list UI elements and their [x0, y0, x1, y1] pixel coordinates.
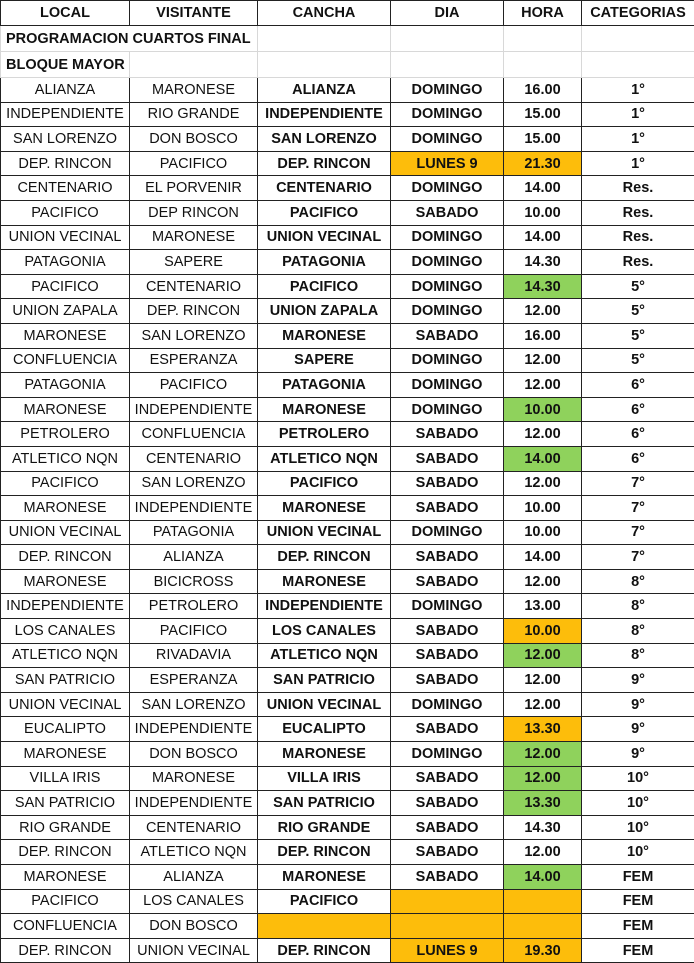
dia-cell[interactable]: SABADO [391, 840, 504, 865]
local-cell[interactable]: MARONESE [1, 397, 130, 422]
visitante-cell[interactable]: CENTENARIO [130, 815, 258, 840]
categoria-cell[interactable]: 10° [582, 766, 694, 791]
visitante-cell[interactable]: EL PORVENIR [130, 176, 258, 201]
hora-cell[interactable]: 12.00 [504, 840, 582, 865]
visitante-cell[interactable]: SAPERE [130, 250, 258, 275]
categoria-cell[interactable]: 8° [582, 643, 694, 668]
hora-cell[interactable]: 14.00 [504, 225, 582, 250]
cancha-cell[interactable]: MARONESE [258, 496, 391, 521]
hora-cell[interactable]: 10.00 [504, 397, 582, 422]
table-row [1, 250, 694, 275]
cancha-cell[interactable]: CENTENARIO [258, 176, 391, 201]
categoria-cell[interactable]: 9° [582, 668, 694, 693]
categoria-cell[interactable]: 5° [582, 299, 694, 324]
visitante-cell[interactable]: INDEPENDIENTE [130, 791, 258, 816]
empty-cell[interactable] [504, 52, 582, 78]
cancha-cell[interactable]: ATLETICO NQN [258, 446, 391, 471]
cancha-cell[interactable]: VILLA IRIS [258, 766, 391, 791]
local-cell[interactable]: PATAGONIA [1, 250, 130, 275]
table-row [1, 914, 694, 939]
table-row [1, 78, 694, 103]
dia-cell[interactable]: DOMINGO [391, 742, 504, 767]
local-cell[interactable]: MARONESE [1, 742, 130, 767]
visitante-cell[interactable]: PACIFICO [130, 151, 258, 176]
categoria-cell[interactable]: 7° [582, 471, 694, 496]
dia-cell[interactable]: SABADO [391, 545, 504, 570]
table-row [1, 471, 694, 496]
dia-cell[interactable]: SABADO [391, 717, 504, 742]
categoria-cell[interactable]: 8° [582, 569, 694, 594]
cancha-cell[interactable]: MARONESE [258, 742, 391, 767]
dia-cell[interactable] [391, 914, 504, 939]
dia-cell[interactable]: SABADO [391, 766, 504, 791]
local-cell[interactable]: RIO GRANDE [1, 815, 130, 840]
categoria-cell[interactable]: Res. [582, 176, 694, 201]
categoria-cell[interactable]: 9° [582, 717, 694, 742]
local-cell[interactable]: DEP. RINCON [1, 151, 130, 176]
visitante-cell[interactable]: CONFLUENCIA [130, 422, 258, 447]
visitante-cell[interactable]: PACIFICO [130, 373, 258, 398]
page-subtitle[interactable]: BLOQUE MAYOR [1, 52, 130, 78]
table-row [1, 766, 694, 791]
table-row [1, 299, 694, 324]
visitante-cell[interactable]: INDEPENDIENTE [130, 717, 258, 742]
table-row [1, 840, 694, 865]
local-cell[interactable]: CONFLUENCIA [1, 348, 130, 373]
empty-cell[interactable] [582, 52, 694, 78]
dia-cell[interactable]: DOMINGO [391, 127, 504, 152]
visitante-cell[interactable]: INDEPENDIENTE [130, 496, 258, 521]
categoria-cell[interactable]: 10° [582, 840, 694, 865]
dia-cell[interactable]: LUNES 9 [391, 151, 504, 176]
visitante-cell[interactable]: DON BOSCO [130, 127, 258, 152]
hora-cell[interactable]: 16.00 [504, 78, 582, 103]
cancha-cell[interactable]: UNION VECINAL [258, 520, 391, 545]
visitante-cell[interactable]: LOS CANALES [130, 889, 258, 914]
cancha-cell[interactable]: ALIANZA [258, 78, 391, 103]
local-cell[interactable]: PACIFICO [1, 889, 130, 914]
dia-cell[interactable]: SABADO [391, 422, 504, 447]
hora-cell[interactable]: 14.00 [504, 545, 582, 570]
table-row [1, 446, 694, 471]
hora-cell[interactable]: 13.30 [504, 791, 582, 816]
categoria-cell[interactable]: FEM [582, 938, 694, 963]
visitante-cell[interactable]: ALIANZA [130, 545, 258, 570]
local-cell[interactable]: PACIFICO [1, 200, 130, 225]
cancha-cell[interactable]: LOS CANALES [258, 619, 391, 644]
table-row [1, 717, 694, 742]
dia-cell[interactable]: SABADO [391, 496, 504, 521]
dia-cell[interactable]: DOMINGO [391, 692, 504, 717]
empty-cell[interactable] [504, 26, 582, 52]
categoria-cell[interactable]: 9° [582, 692, 694, 717]
visitante-cell[interactable]: PACIFICO [130, 619, 258, 644]
table-row [1, 692, 694, 717]
hora-cell[interactable]: 12.00 [504, 471, 582, 496]
dia-cell[interactable]: SABADO [391, 643, 504, 668]
table-row [1, 200, 694, 225]
local-cell[interactable]: PACIFICO [1, 471, 130, 496]
table-row [1, 422, 694, 447]
table-row [1, 815, 694, 840]
empty-cell[interactable] [391, 26, 504, 52]
local-cell[interactable]: UNION VECINAL [1, 225, 130, 250]
dia-cell[interactable]: DOMINGO [391, 299, 504, 324]
visitante-cell[interactable]: SAN LORENZO [130, 692, 258, 717]
cancha-cell[interactable]: DEP. RINCON [258, 840, 391, 865]
visitante-cell[interactable]: ALIANZA [130, 865, 258, 890]
cancha-cell[interactable]: MARONESE [258, 865, 391, 890]
page-title[interactable]: PROGRAMACION CUARTOS FINAL [1, 26, 258, 52]
hora-cell[interactable]: 19.30 [504, 938, 582, 963]
cancha-cell[interactable]: UNION VECINAL [258, 225, 391, 250]
visitante-cell[interactable]: RIVADAVIA [130, 643, 258, 668]
categoria-cell[interactable]: 6° [582, 397, 694, 422]
table-body [1, 78, 694, 963]
visitante-cell[interactable]: UNION VECINAL [130, 938, 258, 963]
empty-cell[interactable] [130, 52, 258, 78]
hora-cell[interactable]: 10.00 [504, 496, 582, 521]
cancha-cell[interactable]: MARONESE [258, 323, 391, 348]
hora-cell[interactable]: 10.00 [504, 619, 582, 644]
title-row [1, 26, 694, 52]
visitante-cell[interactable]: MARONESE [130, 766, 258, 791]
cancha-cell[interactable]: PACIFICO [258, 471, 391, 496]
dia-cell[interactable]: SABADO [391, 446, 504, 471]
cancha-cell[interactable]: SAN LORENZO [258, 127, 391, 152]
cancha-cell[interactable]: RIO GRANDE [258, 815, 391, 840]
hora-cell[interactable]: 14.00 [504, 446, 582, 471]
visitante-cell[interactable]: DON BOSCO [130, 742, 258, 767]
cancha-cell[interactable]: DEP. RINCON [258, 938, 391, 963]
categoria-cell[interactable]: 10° [582, 791, 694, 816]
hora-cell[interactable]: 12.00 [504, 742, 582, 767]
hora-cell[interactable]: 13.00 [504, 594, 582, 619]
cancha-cell[interactable]: SAPERE [258, 348, 391, 373]
table-row [1, 274, 694, 299]
subtitle-row [1, 52, 694, 78]
dia-cell[interactable]: DOMINGO [391, 373, 504, 398]
column-header-visitante[interactable]: VISITANTE [130, 1, 258, 26]
table-row [1, 668, 694, 693]
hora-cell[interactable]: 16.00 [504, 323, 582, 348]
column-header-categorias[interactable]: CATEGORIAS [582, 1, 694, 26]
dia-cell[interactable]: SABADO [391, 569, 504, 594]
local-cell[interactable]: UNION VECINAL [1, 520, 130, 545]
dia-cell[interactable]: DOMINGO [391, 594, 504, 619]
table-row [1, 176, 694, 201]
dia-cell[interactable]: DOMINGO [391, 274, 504, 299]
visitante-cell[interactable]: INDEPENDIENTE [130, 397, 258, 422]
visitante-cell[interactable]: DON BOSCO [130, 914, 258, 939]
local-cell[interactable]: PACIFICO [1, 274, 130, 299]
table-row [1, 225, 694, 250]
dia-cell[interactable]: DOMINGO [391, 176, 504, 201]
table-row [1, 151, 694, 176]
hora-cell[interactable]: 12.00 [504, 668, 582, 693]
table-row [1, 594, 694, 619]
cancha-cell[interactable]: MARONESE [258, 569, 391, 594]
visitante-cell[interactable]: MARONESE [130, 225, 258, 250]
table-row [1, 397, 694, 422]
hora-cell[interactable]: 15.00 [504, 127, 582, 152]
hora-cell[interactable]: 14.00 [504, 176, 582, 201]
local-cell[interactable]: VILLA IRIS [1, 766, 130, 791]
local-cell[interactable]: SAN PATRICIO [1, 668, 130, 693]
dia-cell[interactable]: SABADO [391, 200, 504, 225]
dia-cell[interactable]: DOMINGO [391, 78, 504, 103]
hora-cell[interactable]: 14.30 [504, 815, 582, 840]
cancha-cell[interactable]: UNION VECINAL [258, 692, 391, 717]
local-cell[interactable]: DEP. RINCON [1, 840, 130, 865]
hora-cell[interactable] [504, 889, 582, 914]
visitante-cell[interactable]: MARONESE [130, 78, 258, 103]
local-cell[interactable]: PETROLERO [1, 422, 130, 447]
table-row [1, 619, 694, 644]
local-cell[interactable]: CENTENARIO [1, 176, 130, 201]
local-cell[interactable]: MARONESE [1, 323, 130, 348]
column-header-hora[interactable]: HORA [504, 1, 582, 26]
hora-cell[interactable]: 12.00 [504, 348, 582, 373]
hora-cell[interactable]: 14.30 [504, 274, 582, 299]
categoria-cell[interactable]: FEM [582, 889, 694, 914]
table-row [1, 520, 694, 545]
cancha-cell[interactable]: INDEPENDIENTE [258, 102, 391, 127]
categoria-cell[interactable]: 1° [582, 102, 694, 127]
column-header-local[interactable]: LOCAL [1, 1, 130, 26]
cancha-cell[interactable]: INDEPENDIENTE [258, 594, 391, 619]
hora-cell[interactable]: 12.00 [504, 373, 582, 398]
local-cell[interactable]: PATAGONIA [1, 373, 130, 398]
categoria-cell[interactable]: 6° [582, 446, 694, 471]
local-cell[interactable]: MARONESE [1, 496, 130, 521]
table-row [1, 323, 694, 348]
dia-cell[interactable]: DOMINGO [391, 397, 504, 422]
dia-cell[interactable]: DOMINGO [391, 102, 504, 127]
local-cell[interactable]: EUCALIPTO [1, 717, 130, 742]
categoria-cell[interactable]: FEM [582, 914, 694, 939]
cancha-cell[interactable]: PETROLERO [258, 422, 391, 447]
empty-cell[interactable] [258, 52, 391, 78]
categoria-cell[interactable]: 5° [582, 323, 694, 348]
cancha-cell[interactable]: SAN PATRICIO [258, 668, 391, 693]
table-row [1, 889, 694, 914]
empty-cell[interactable] [582, 26, 694, 52]
dia-cell[interactable]: DOMINGO [391, 250, 504, 275]
dia-cell[interactable]: SABADO [391, 865, 504, 890]
dia-cell[interactable]: DOMINGO [391, 225, 504, 250]
cancha-cell[interactable]: PACIFICO [258, 274, 391, 299]
categoria-cell[interactable]: 7° [582, 545, 694, 570]
hora-cell[interactable]: 10.00 [504, 520, 582, 545]
categoria-cell[interactable]: 10° [582, 815, 694, 840]
local-cell[interactable]: CONFLUENCIA [1, 914, 130, 939]
visitante-cell[interactable]: BICICROSS [130, 569, 258, 594]
visitante-cell[interactable]: ESPERANZA [130, 668, 258, 693]
visitante-cell[interactable]: DEP RINCON [130, 200, 258, 225]
table-row [1, 643, 694, 668]
categoria-cell[interactable]: 1° [582, 78, 694, 103]
table-row [1, 545, 694, 570]
local-cell[interactable]: SAN PATRICIO [1, 791, 130, 816]
hora-cell[interactable] [504, 914, 582, 939]
visitante-cell[interactable]: CENTENARIO [130, 274, 258, 299]
dia-cell[interactable]: SABADO [391, 815, 504, 840]
dia-cell[interactable]: SABADO [391, 668, 504, 693]
cancha-cell[interactable]: ATLETICO NQN [258, 643, 391, 668]
categoria-cell[interactable]: 8° [582, 619, 694, 644]
hora-cell[interactable]: 14.30 [504, 250, 582, 275]
table-row [1, 496, 694, 521]
visitante-cell[interactable]: ESPERANZA [130, 348, 258, 373]
hora-cell[interactable]: 10.00 [504, 200, 582, 225]
local-cell[interactable]: INDEPENDIENTE [1, 594, 130, 619]
local-cell[interactable]: DEP. RINCON [1, 545, 130, 570]
hora-cell[interactable]: 21.30 [504, 151, 582, 176]
categoria-cell[interactable]: FEM [582, 865, 694, 890]
visitante-cell[interactable]: PETROLERO [130, 594, 258, 619]
local-cell[interactable]: LOS CANALES [1, 619, 130, 644]
visitante-cell[interactable]: CENTENARIO [130, 446, 258, 471]
dia-cell[interactable] [391, 889, 504, 914]
local-cell[interactable]: UNION VECINAL [1, 692, 130, 717]
dia-cell[interactable]: DOMINGO [391, 520, 504, 545]
local-cell[interactable]: INDEPENDIENTE [1, 102, 130, 127]
visitante-cell[interactable]: SAN LORENZO [130, 323, 258, 348]
hora-cell[interactable]: 12.00 [504, 299, 582, 324]
categoria-cell[interactable]: Res. [582, 250, 694, 275]
categoria-cell[interactable]: 1° [582, 127, 694, 152]
categoria-cell[interactable]: Res. [582, 200, 694, 225]
table-row [1, 373, 694, 398]
categoria-cell[interactable]: 6° [582, 373, 694, 398]
categoria-cell[interactable]: 5° [582, 274, 694, 299]
table-row [1, 348, 694, 373]
hora-cell[interactable]: 12.00 [504, 422, 582, 447]
local-cell[interactable]: ATLETICO NQN [1, 643, 130, 668]
cancha-cell[interactable]: MARONESE [258, 397, 391, 422]
local-cell[interactable]: ATLETICO NQN [1, 446, 130, 471]
visitante-cell[interactable]: RIO GRANDE [130, 102, 258, 127]
categoria-cell[interactable]: 7° [582, 496, 694, 521]
cancha-cell[interactable]: PACIFICO [258, 200, 391, 225]
categoria-cell[interactable]: 5° [582, 348, 694, 373]
local-cell[interactable]: SAN LORENZO [1, 127, 130, 152]
empty-cell[interactable] [391, 52, 504, 78]
empty-cell[interactable] [258, 26, 391, 52]
cancha-cell[interactable]: SAN PATRICIO [258, 791, 391, 816]
dia-cell[interactable]: DOMINGO [391, 348, 504, 373]
table-row [1, 938, 694, 963]
visitante-cell[interactable]: DEP. RINCON [130, 299, 258, 324]
categoria-cell[interactable]: 1° [582, 151, 694, 176]
hora-cell[interactable]: 14.00 [504, 865, 582, 890]
table-row [1, 127, 694, 152]
cancha-cell[interactable]: PATAGONIA [258, 373, 391, 398]
local-cell[interactable]: DEP. RINCON [1, 938, 130, 963]
hora-cell[interactable]: 12.00 [504, 766, 582, 791]
categoria-cell[interactable]: Res. [582, 225, 694, 250]
cancha-cell[interactable]: EUCALIPTO [258, 717, 391, 742]
table-row [1, 569, 694, 594]
table-row [1, 742, 694, 767]
dia-cell[interactable]: SABADO [391, 471, 504, 496]
table-row [1, 865, 694, 890]
column-header-cancha[interactable]: CANCHA [258, 1, 391, 26]
hora-cell[interactable]: 12.00 [504, 643, 582, 668]
visitante-cell[interactable]: SAN LORENZO [130, 471, 258, 496]
categoria-cell[interactable]: 8° [582, 594, 694, 619]
column-header-dia[interactable]: DIA [391, 1, 504, 26]
table-row [1, 791, 694, 816]
dia-cell[interactable]: SABADO [391, 323, 504, 348]
cancha-cell[interactable]: UNION ZAPALA [258, 299, 391, 324]
categoria-cell[interactable]: 7° [582, 520, 694, 545]
table-row [1, 102, 694, 127]
header-row [1, 1, 694, 26]
cancha-cell[interactable]: PACIFICO [258, 889, 391, 914]
categoria-cell[interactable]: 9° [582, 742, 694, 767]
dia-cell[interactable]: LUNES 9 [391, 938, 504, 963]
hora-cell[interactable]: 15.00 [504, 102, 582, 127]
dia-cell[interactable]: SABADO [391, 791, 504, 816]
cancha-cell[interactable]: DEP. RINCON [258, 151, 391, 176]
dia-cell[interactable]: SABADO [391, 619, 504, 644]
cancha-cell[interactable] [258, 914, 391, 939]
visitante-cell[interactable]: ATLETICO NQN [130, 840, 258, 865]
categoria-cell[interactable]: 6° [582, 422, 694, 447]
local-cell[interactable]: ALIANZA [1, 78, 130, 103]
hora-cell[interactable]: 12.00 [504, 692, 582, 717]
local-cell[interactable]: MARONESE [1, 865, 130, 890]
local-cell[interactable]: MARONESE [1, 569, 130, 594]
cancha-cell[interactable]: PATAGONIA [258, 250, 391, 275]
local-cell[interactable]: UNION ZAPALA [1, 299, 130, 324]
hora-cell[interactable]: 13.30 [504, 717, 582, 742]
cancha-cell[interactable]: DEP. RINCON [258, 545, 391, 570]
visitante-cell[interactable]: PATAGONIA [130, 520, 258, 545]
hora-cell[interactable]: 12.00 [504, 569, 582, 594]
